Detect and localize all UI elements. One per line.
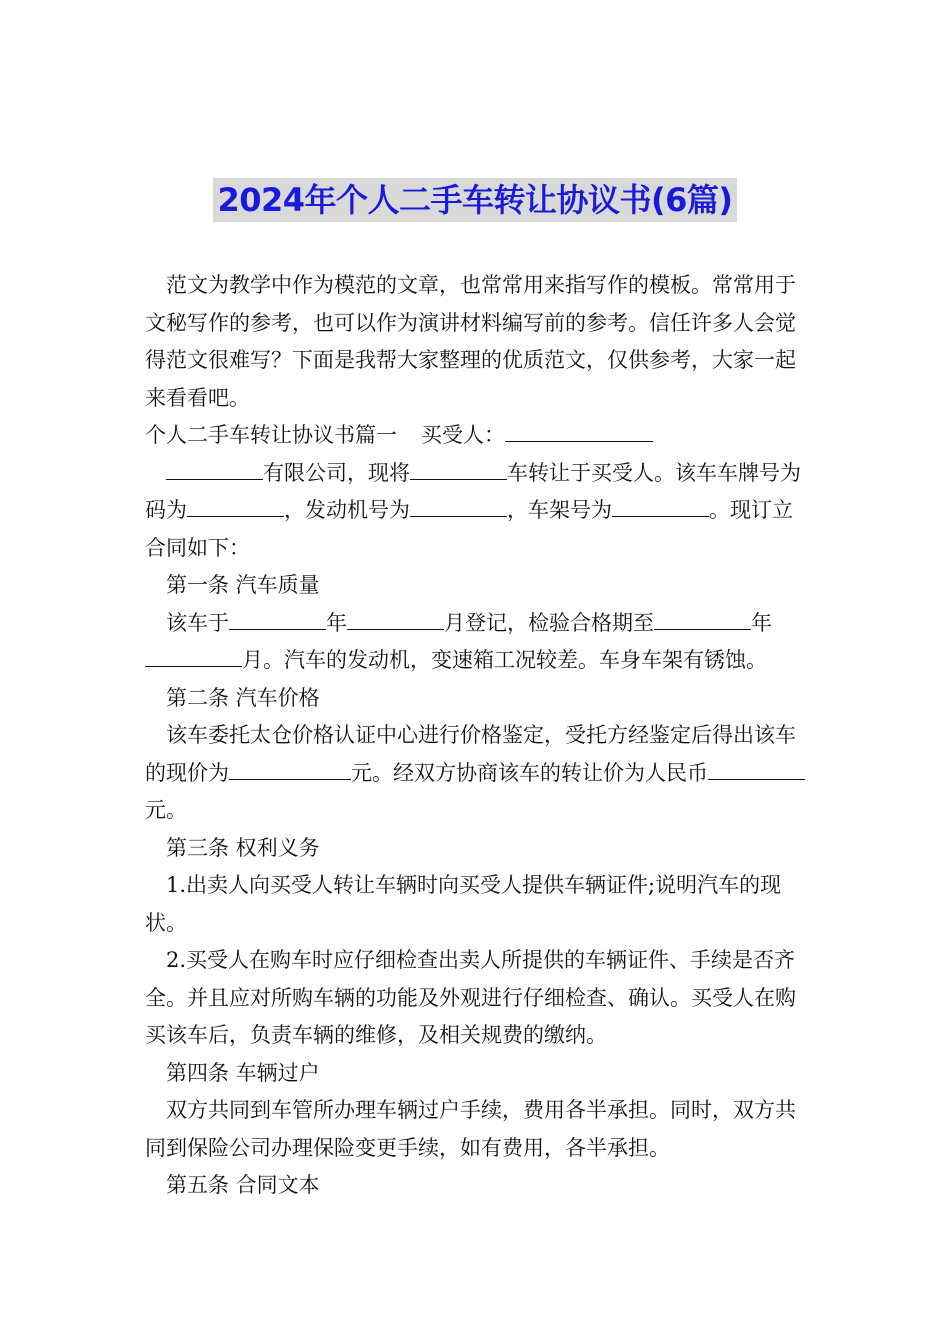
- parties-paragraph: [145, 455, 809, 568]
- art1-text-b: 年: [326, 610, 347, 635]
- vehicle-blank: [410, 458, 507, 480]
- document-body: [145, 267, 809, 1205]
- parties-text-e: 。现订立合同如下：: [145, 498, 793, 560]
- article-2-text: [145, 717, 809, 830]
- section-heading: 个人二手车转让协议书篇一: [145, 423, 397, 447]
- article-1-title: 第一条 汽车质量: [166, 573, 320, 597]
- art1-text-a: 该车于: [166, 610, 229, 635]
- buyer-blank: [505, 420, 653, 442]
- buyer-label: 买受人：: [421, 423, 505, 447]
- valid-year-blank: [654, 608, 751, 630]
- transfer-price-blank: [708, 758, 805, 780]
- engine-blank: [410, 495, 507, 517]
- valid-month-blank: [145, 645, 242, 667]
- frame-blank: [612, 495, 709, 517]
- document-title: 2024年个人二手车转让协议书(6篇): [213, 178, 736, 222]
- article-3-item-2: 2.买受人在购车时应仔细检查出卖人所提供的车辆证件、手续是否齐全。并且应对所购车辆的功能及外观进行仔细检查、确认。买受人在购买该车后，负责车辆的维修，及相关规费的缴纳。: [145, 948, 796, 1047]
- art2-text-c: 元。: [145, 798, 187, 822]
- section-heading-line: [145, 417, 809, 455]
- article-3-item-1: 1.出卖人向买受人转让车辆时向买受人提供车辆证件;说明汽车的现状。: [145, 873, 782, 935]
- parties-text-a: 有限公司，现将: [263, 460, 410, 485]
- art2-text-b: 元。经双方协商该车的转让价为人民币: [351, 760, 708, 785]
- parties-text-c: ，发动机号为: [284, 498, 410, 522]
- article-5-title: 第五条 合同文本: [166, 1173, 320, 1197]
- parties-text-d: ，车架号为: [507, 498, 612, 522]
- parties-text-b: 车转让于买受人。该车车牌号为码为: [145, 460, 801, 522]
- reg-year-blank: [229, 608, 326, 630]
- art1-text-c: 月登记，检验合格期至: [444, 610, 654, 635]
- title-container: [0, 178, 950, 222]
- company-blank: [166, 458, 263, 480]
- article-1-text: [145, 605, 809, 680]
- article-2-title: 第二条 汽车价格: [166, 685, 320, 710]
- art1-text-d: 年: [751, 610, 772, 635]
- intro-paragraph: 范文为教学中作为模范的文章，也常常用来指写作的模板。常常用于文秘写作的参考，也可以作为演讲材料编写前的参考。信任许多人会觉得范文很难写？下面是我帮大家整理的优质范文，仅供参考，大家一起来看看吧。: [145, 273, 796, 410]
- article-4-text: 双方共同到车管所办理车辆过户手续，费用各半承担。同时，双方共同到保险公司办理保险变更手续，如有费用，各半承担。: [145, 1098, 796, 1160]
- plate-blank: [187, 495, 284, 517]
- article-3-title: 第三条 权利义务: [166, 835, 320, 860]
- current-price-blank: [229, 758, 351, 780]
- art1-text-e: 月。汽车的发动机，变速箱工况较差。车身车架有锈蚀。: [242, 648, 767, 672]
- reg-month-blank: [347, 608, 444, 630]
- art2-text-a: 该车委托太仓价格认证中心进行价格鉴定，受托方经鉴定后得出该车的现价为: [145, 723, 796, 785]
- article-4-title: 第四条 车辆过户: [166, 1060, 320, 1085]
